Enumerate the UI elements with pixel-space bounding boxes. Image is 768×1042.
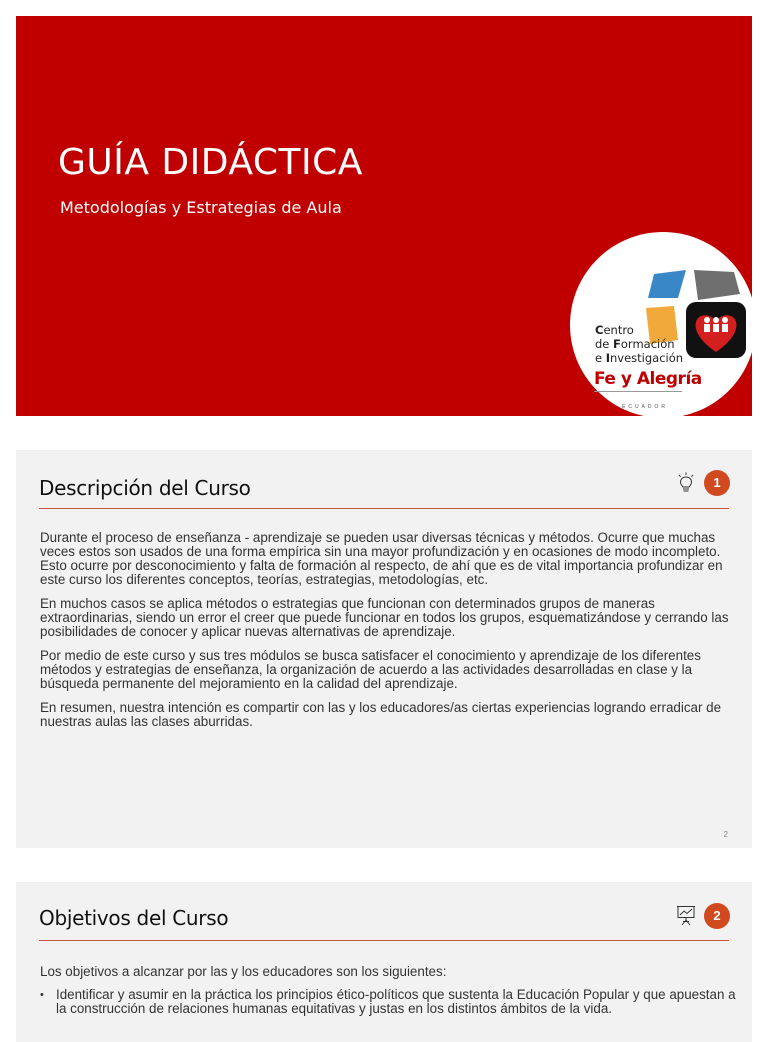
objectives-list xyxy=(40,988,740,1016)
logo-brand: Fe y Alegría xyxy=(594,369,702,389)
presentation-chart-icon xyxy=(676,904,696,926)
organization-logo xyxy=(570,232,752,416)
title-slide xyxy=(16,16,752,416)
main-title: GUÍA DIDÁCTICA xyxy=(58,142,363,183)
subtitle: Metodologías y Estrategias de Aula xyxy=(60,198,342,217)
paragraph: En resumen, nuestra intención es compartir con las y los educadores/as ciertas experiencias logrando erradicar de nuestras aulas las clases aburridas. xyxy=(40,700,722,729)
paragraph: En muchos casos se aplica métodos o estrategias que funcionan con determinados grupos de maneras extraordinarias, siendo un error el creer que puede funcionar en todos los grupos, esquematizándose y cerrando las posibilidades de conocer y aplicar nuevas alternativas de aprendizaje. xyxy=(40,596,729,639)
slide-body xyxy=(40,531,736,739)
slide-course-objectives xyxy=(16,882,752,1042)
heading-divider xyxy=(39,940,729,941)
objectives-intro: Los objetivos a alcanzar por las y los educadores son los siguientes: xyxy=(40,964,447,979)
slide-course-description xyxy=(16,450,752,848)
heading-divider xyxy=(39,508,729,509)
slide-number-badge: 1 xyxy=(704,470,730,496)
page-number: 2 xyxy=(723,830,728,839)
logo-text: Centro de Formación e Investigación xyxy=(595,323,684,365)
objective-text: Identificar y asumir en la práctica los principios ético-políticos que sustenta la Educación Popular y que apuestan a la construcción de relaciones humanas equitativas y justas en los distintos ámbitos de la vida. xyxy=(56,987,736,1016)
list-item xyxy=(40,988,740,1016)
bullet-icon: • xyxy=(40,989,44,1001)
slide-number-badge: 2 xyxy=(704,903,730,929)
lightbulb-icon xyxy=(676,472,696,494)
slide-heading: Objetivos del Curso xyxy=(39,906,229,930)
paragraph: Por medio de este curso y sus tres módulos se busca satisfacer el conocimiento y aprendizaje de los diferentes métodos y estrategias de enseñanza, la organización de acuerdo a las actividades desarrolladas en clase y la búsqueda permanente del mejoramiento en la calidad del aprendizaje. xyxy=(40,648,701,691)
slide-heading: Descripción del Curso xyxy=(39,476,251,500)
paragraph: Durante el proceso de enseñanza - aprendizaje se pueden usar diversas técnicas y métodos. Ocurre que muchas veces estos son usados de una forma empírica sin una mayor profundización y en ocasiones de modo incompleto. Esto ocurre por desconocimiento y falta de formación al respecto, de ahí que es de vital importancia profundizar en este curso los diferentes conceptos, teorías, estrategias, metodologías, etc. xyxy=(40,530,723,587)
logo-divider xyxy=(594,391,682,392)
logo-country: ECUADOR xyxy=(622,404,669,410)
